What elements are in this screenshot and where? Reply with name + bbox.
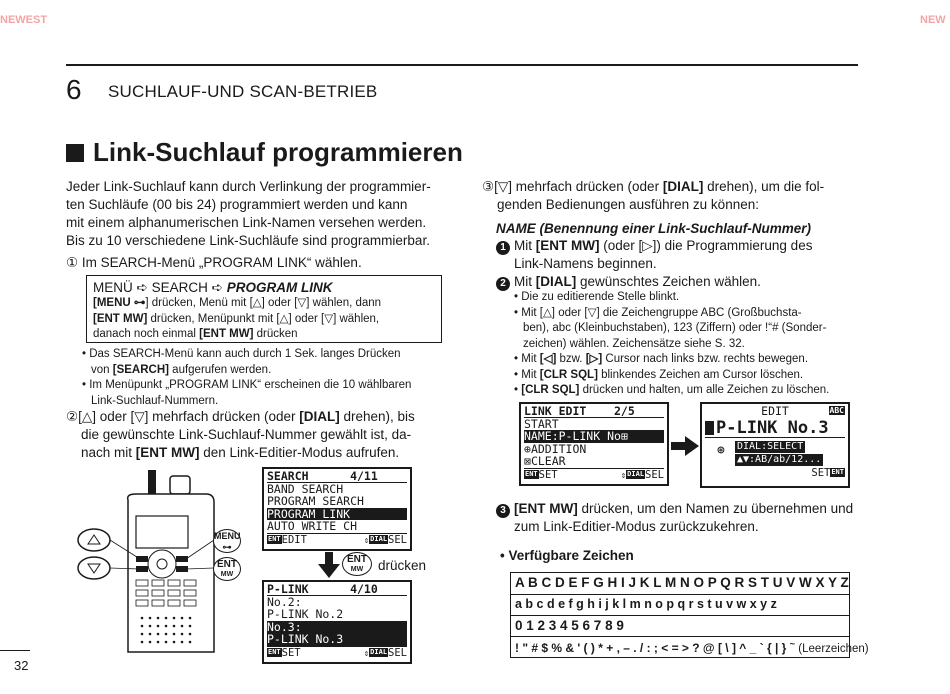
lcd-softkey-bar [267,646,407,659]
bullet-item: • [CLR SQL] drücken und halten, um alle Zeichen zu löschen. [514,384,830,396]
chapter-number: 6 [66,74,82,105]
softkey-label: SET [281,646,301,659]
chars-row-symbols: ! " # $ % & ' ( ) * + , – . / : ; < = > ? @ [ \ ] ^ _ ` { | } [515,641,787,655]
menu-path-box [86,275,442,343]
key-icon: ⊶ [222,542,232,552]
updown-icon: ⇕ [363,535,370,546]
clear-icon: ⊠ [524,454,531,469]
step-number: ③ [482,179,495,194]
corner-mark-left: NEWEST [0,14,48,26]
menu-path-item: SEARCH [151,280,208,295]
chars-heading: • Verfügbare Zeichen [500,548,634,563]
bullet-text: Im Menüpunkt „PROGRAM LINK“ erscheinen die 10 wählbaren [89,379,412,391]
press-label: drücken [378,558,427,573]
key-icon: ⊶ [133,297,146,309]
bullet-text: zeichen) wählen. Zeichensätze siehe S. 32. [523,337,745,350]
key-label: [CLR SQL] [521,384,580,396]
lcd-line-selected: No.3: [267,621,407,634]
lcd-softkey-bar [524,468,664,481]
key-label: [DIAL] [299,409,340,424]
key-label: [ENT MW] [514,501,578,516]
footer-rule [0,650,30,651]
step-text: drehen), um die fol- [703,179,825,194]
step-circle-number: 2 [496,277,510,291]
updown-icon: ⇕ [363,648,370,659]
key-label: [◁] [539,353,557,365]
lcd-edit-hints [705,441,845,467]
lcd-softkey-bar [267,533,407,546]
step-text: genden Bedienungen ausführen zu können: [497,197,759,212]
step-2 [66,408,442,462]
softkey-tag: DIAL [370,648,388,657]
step-text: drücken, um den Namen zu übernehmen und [577,501,854,516]
corner-mark-right: NEW [920,14,946,26]
arrow-right-icon [671,436,699,456]
step-number: ① [66,255,79,270]
key-label: [ENT MW] [535,238,600,253]
bullets-step1 [82,347,442,409]
key-label: [DIAL] [662,179,704,194]
step-1 [66,254,362,272]
chars-heading-text: Verfügbare Zeichen [508,548,634,563]
lcd-line: PROGRAM SEARCH [267,494,364,509]
bullet-item [82,363,442,379]
step-3 [482,178,858,214]
key-label: [ENT MW] [135,445,200,460]
lcd-hint-line: DIAL:SELECT [737,440,804,452]
lcd-line: SEARCH 4/11 [267,470,407,483]
softkey-label: SEL [388,533,407,546]
menu-path [93,279,435,296]
space-symbol-icon: ~ [789,639,795,649]
bullet-text: Das SEARCH-Menü kann auch durch 1 Sek. langes Drücken [89,348,401,360]
ent-key-label: ENT [347,554,367,565]
name-heading: NAME (Benennung einer Link-Suchlauf-Nummer) [496,221,812,236]
bullet-text: bzw. [556,353,586,365]
bullet-text: Die zu editierende Stelle blinkt. [521,291,680,303]
arrow-right-icon: ➪ [211,280,223,295]
bullet-text: Cursor nach links bzw. rechts bewegen. [602,353,809,365]
instruction-text: danach noch einmal [93,328,200,340]
lcd-line: No.2: [267,594,302,609]
menu-path-item: MENÜ [93,280,133,295]
softkey-label: SEL [645,468,664,481]
name-bullets [514,290,858,399]
arrow-right-icon: ➪ [136,280,148,295]
mw-key-label: MW [350,566,364,573]
lcd-line: LINK EDIT 2/5 [524,405,664,418]
intro-line: Bis zu 10 verschiedene Link-Suchläufe sind programmierbar. [66,233,430,248]
lcd-line-text: ADDITION [530,441,587,456]
softkey-label: SET [538,468,558,481]
chars-row-upper: A B C D E F G H I J K L M N O P Q R S T U V W X Y Z [515,575,849,590]
menu-path-item: PROGRAM LINK [226,280,333,295]
instruction-text: drücken [253,328,298,340]
step-text: [△] oder [▽] mehrfach drücken (oder [78,409,300,424]
step-text: zum Link-Editier-Modus zurückzukehren. [514,519,759,534]
intro-line: Jeder Link-Suchlauf kann durch Verlinkung der programmier- [66,179,431,194]
step-text: [▽] mehrfach drücken (oder [494,179,663,194]
ent-key [213,557,241,581]
lcd-line-selected: PROGRAM LINK [267,508,407,521]
bullet-text: Link-Suchlauf-Nummern. [91,394,219,407]
lcd-name-edit [700,402,850,488]
char-mode-badge: ABC [829,406,844,415]
lcd-plink-list [262,580,412,664]
cursor-block [705,421,714,435]
lcd-search-menu [262,467,412,551]
step-text: drehen), bis [339,409,415,424]
enter-icon: ⊞ [620,429,628,444]
intro-line: mit einem alphanumerischen Link-Namen versehen werden. [66,215,427,230]
softkey-tag: ENT [525,470,538,479]
chapter-title: SUCHLAUF-UND SCAN-BETRIEB [108,82,378,101]
softkey-tag: DIAL [627,470,645,479]
chars-table [510,572,869,658]
bullet-text: von [91,363,113,376]
lcd-line: START [524,416,559,431]
intro-paragraph [66,178,442,250]
lcd-hint-line: ▲▼:AB/ab/12... [737,453,822,465]
softkey-tag: ENT [268,535,281,544]
updown-icon: ⇕ [620,470,627,481]
step-circle-number: 3 [496,504,510,518]
lcd-line-selected: P-LINK No.3 [267,633,407,646]
instruction-text: drücken, Menüpunkt mit [△] oder [▽] wählen, [147,312,380,325]
step-text: Mit [514,238,536,253]
softkey-tag: ENT [831,468,844,477]
bullet-item: • Mit [CLR SQL] blinkendes Zeichen am Cursor löschen. [514,368,804,381]
step-text: nach mit [81,445,136,460]
bullet-text: Mit [521,353,540,365]
header-rule [66,64,858,66]
step-text: Im SEARCH-Menü „PROGRAM LINK“ wählen. [81,255,362,270]
arrow-down-icon [318,552,340,578]
page-number: 32 [14,658,29,673]
space-label: (Leerzeichen) [798,643,869,655]
bullet-text: blinkendes Zeichen am Cursor löschen. [597,368,804,381]
menu-instructions [93,296,435,343]
chars-row-digits: 0 1 2 3 4 5 6 7 8 9 [511,615,849,636]
step-text: Link-Namens beginnen. [514,256,657,271]
softkey-tag: DIAL [370,535,388,544]
intro-line: ten Suchläufe (00 bis 24) programmiert werden und kann [66,197,408,212]
lcd-line [524,455,664,468]
softkey-label: SET [811,466,831,479]
bullet-item: • Im Menüpunkt „PROGRAM LINK“ erscheinen die 10 wählbaren [82,379,412,391]
key-label: [CLR SQL] [539,368,598,381]
lcd-line: P-LINK No.2 [267,607,344,622]
menu-key-label: MENU [214,531,241,541]
step-text: (oder [▷]) die Programmierung des [599,238,813,253]
bullet-text: Mit [521,368,540,381]
menu-key [213,529,241,553]
ent-mw-key [342,552,372,576]
lcd-line: AUTO WRITE CH [267,519,358,534]
step-text: die gewünschte Link-Suchlauf-Nummer gewählt ist, da- [81,427,412,442]
step-number: ② [66,409,79,424]
key-label: [ENT MW] [93,312,148,325]
section-title [66,137,463,168]
bullet-item: • Die zu editierende Stelle blinkt. [514,291,680,303]
lcd-link-edit [519,402,669,486]
lcd-edit-name [705,418,845,438]
add-icon: ⊕ [524,441,531,456]
bullet-text: Mit [△] oder [▽] die Zeichengruppe ABC (Großbuchsta- [521,306,802,319]
step-text: Mit [514,274,536,289]
bullet-text: drücken und halten, um alle Zeichen zu löschen. [579,384,830,396]
mw-key-label: MW [220,571,234,578]
step-final [496,500,858,536]
ent-key-label: ENT [217,559,237,570]
step-text: den Link-Editier-Modus aufrufen. [199,445,400,460]
bullet-text: aufgerufen werden. [168,363,272,376]
key-label: [DIAL] [535,274,577,289]
bullet-text: ben), abc (Kleinbuchstaben), 123 (Ziffern) oder !“# (Sonder- [523,322,827,334]
bullet-item: • Mit [◁] bzw. [▷] Cursor nach links bzw. rechts bewegen. [514,353,809,365]
key-label: [▷] [585,353,603,365]
softkey-label: EDIT [281,533,307,546]
lcd-edit-title [705,405,845,418]
square-bullet-icon [66,144,84,162]
lcd-edit-title-text: EDIT [761,404,789,418]
name-steps [496,237,858,291]
step-text: gewünschtes Zeichen wählen. [576,274,761,289]
softkey-label: SEL [388,646,407,659]
lcd-line: BAND SEARCH [267,481,344,496]
lcd-line: P-LINK 4/10 [267,583,407,596]
bullet-item: • Das SEARCH-Menü kann auch durch 1 Sek. langes Drücken [82,348,401,360]
lcd-line-text: NAME:P-LINK No [524,429,621,444]
dial-icon: ⊛ [717,442,725,458]
section-title-text: Link-Suchlauf programmieren [93,137,463,167]
key-label: [ENT MW] [199,328,254,340]
bullet-item: • Mit [△] oder [▽] die Zeichengruppe ABC (Großbuchsta- [514,306,802,319]
lcd-line-text: CLEAR [530,454,566,469]
chars-row-lower: a b c d e f g h i j k l m n o p q r s t u v w x y z [511,594,849,615]
key-label: [MENU [93,297,134,309]
lcd-edit-name-text: P-LINK No.3 [716,417,829,438]
instruction-text: ] drücken, Menü mit [△] oder [▽] wählen, dann [145,297,382,309]
step-circle-number: 1 [496,241,510,255]
key-label: [SEARCH] [112,363,169,376]
softkey-tag: ENT [268,648,281,657]
